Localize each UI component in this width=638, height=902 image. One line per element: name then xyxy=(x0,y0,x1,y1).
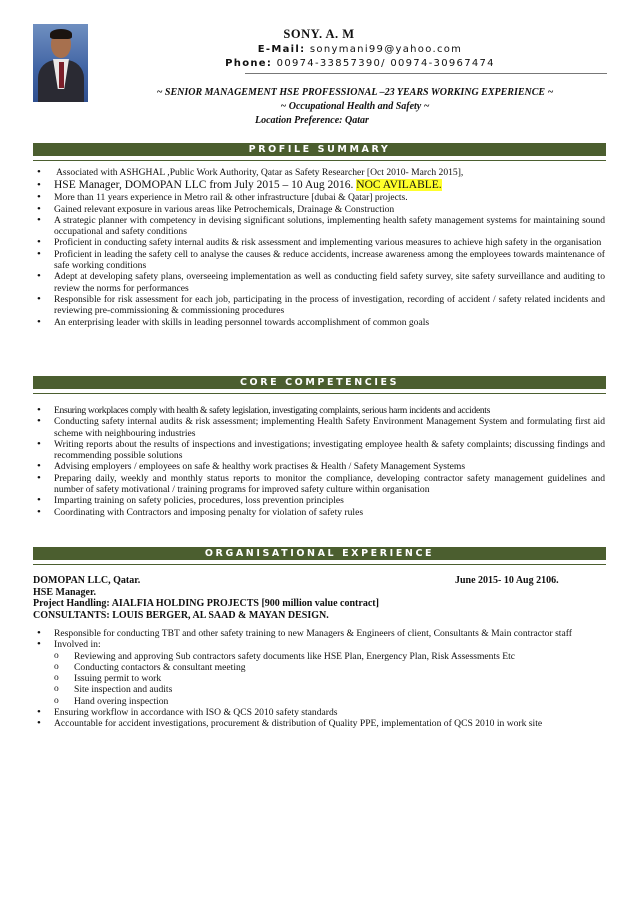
email-line xyxy=(0,44,638,55)
experience-header xyxy=(33,575,606,622)
list-item: • An enterprising leader with skills in leading personnel towards accomplishment of common goals xyxy=(37,317,605,328)
list-item: • More than 11 years experience in Metro rail & other infrastructure [dubai & Qatar] projects. xyxy=(37,192,605,203)
section-divider xyxy=(33,564,606,565)
project-handling: Project Handling: AIALFIA HOLDING PROJECTS [900 million value contract] xyxy=(33,598,379,610)
list-item: • Conducting safety internal audits & risk assessment; implementing Health Safety Environment Management System and formulating first aid scheme with neighbouring industries xyxy=(37,416,605,439)
sub-list-item: o Issuing permit to work xyxy=(54,673,605,684)
email-label: E-Mail: xyxy=(257,44,306,55)
profile-summary-list xyxy=(37,167,605,328)
list-item: • Imparting training on safety policies, procedures, loss prevention principles xyxy=(37,495,605,506)
sub-list-item: o Reviewing and approving Sub contractors safety documents like HSE Plan, Energency Plan, Risk Assessments Etc xyxy=(54,651,605,662)
list-item: • Ensuring workflow in accordance with ISO & QCS 2010 safety standards xyxy=(37,707,605,718)
core-competencies-list xyxy=(37,405,605,518)
profile-summary-heading: PROFILE SUMMARY xyxy=(33,143,606,156)
tagline-senior: ~ SENIOR MANAGEMENT HSE PROFESSIONAL –23 YEARS WORKING EXPERIENCE ~ xyxy=(156,87,554,98)
consultants: CONSULTANTS: LOUIS BERGER, AL SAAD & MAYAN DESIGN. xyxy=(33,610,329,622)
header-divider xyxy=(245,73,607,74)
list-item: • Proficient in leading the safety cell to analyse the causes & reduce accidents, increase awareness among the employees towards maintenance of safe working conditions xyxy=(37,249,605,272)
list-item: • Adept at developing safety plans, overseeing implementation as well as conducting field safety survey, site safety surveillance and auditing to review the norms for performances xyxy=(37,271,605,294)
email-value[interactable]: sonymani99@yahoo.com xyxy=(309,44,463,55)
list-item: • Associated with ASHGHAL ,Public Work Authority, Qatar as Safety Researcher [Oct 2010- March 2015], xyxy=(37,167,605,178)
list-item: • Ensuring workplaces comply with health & safety legislation, investigating complaints, serious harm incidents and accidents xyxy=(37,405,605,416)
phone-value: 00974-33857390/ 00974-30967474 xyxy=(276,58,495,69)
candidate-name: SONY. A. M xyxy=(283,27,355,41)
list-item: • Accountable for accident investigations, procurement & distribution of Quality PPE, implementation of QCS 2010 in work site xyxy=(37,718,605,729)
sub-list-item: o Hand overing inspection xyxy=(54,696,605,707)
employment-dates: June 2015- 10 Aug 2106. xyxy=(455,575,559,586)
job-title: HSE Manager. xyxy=(33,586,96,598)
involved-sublist xyxy=(54,651,605,707)
list-item: • Coordinating with Contractors and imposing penalty for violation of safety rules xyxy=(37,507,605,518)
phone-label: Phone: xyxy=(225,58,273,69)
phone-line xyxy=(0,58,638,69)
sub-list-item: o Conducting contactors & consultant meeting xyxy=(54,662,605,673)
section-divider xyxy=(33,160,606,161)
list-item: • Involved in: o Reviewing and approving Sub contractors safety documents like HSE Plan, Energency Plan, Risk Assessments Etc o Conducting contactors & consultant meeting o Issuing permit to work o Site inspection and audits o Hand overing inspection xyxy=(37,639,605,707)
list-item: • Proficient in conducting safety internal audits & risk assessment and implementing various measures to achieve high safety in the organisation xyxy=(37,237,605,248)
list-item: • Advising employers / employees on safe & healthy work practises & Health / Safety Management Systems xyxy=(37,461,605,472)
tagline-ohs: ~ Occupational Health and Safety ~ xyxy=(280,101,430,112)
section-divider xyxy=(33,393,606,394)
list-item: • Preparing daily, weekly and monthly status reports to monitor the compliance, developing contractor safety management guidelines and number of safety motivational / training programs for improved safety culture within organisation xyxy=(37,473,605,496)
organisational-experience-heading: ORGANISATIONAL EXPERIENCE xyxy=(33,547,606,560)
list-item: • Responsible for conducting TBT and other safety training to new Managers & Engineers of client, Consultants & Main contractor staff xyxy=(37,628,605,639)
list-item: • HSE Manager, DOMOPAN LLC from July 2015 – 10 Aug 2016. NOC AVILABLE. xyxy=(37,178,605,192)
list-item: • Writing reports about the results of inspections and investigations; investigating employee health & safety complaints; discussing findings and recommending possible solutions xyxy=(37,439,605,462)
list-item: • A strategic planner with competency in devising significant solutions, implementing health safety management systems for maintaining sound occupational and safety conditions xyxy=(37,215,605,238)
company-name: DOMOPAN LLC, Qatar. xyxy=(33,575,141,586)
list-item: • Gained relevant exposure in various areas like Petrochemicals, Drainage & Construction xyxy=(37,204,605,215)
experience-responsibilities xyxy=(37,628,605,730)
sub-list-item: o Site inspection and audits xyxy=(54,684,605,695)
list-item: • Responsible for risk assessment for each job, participating in the process of investigation, recording of accident / safety related incidents and reviewing pre-commissioning & commissioning procedures xyxy=(37,294,605,317)
noc-highlight: NOC AVILABLE. xyxy=(356,179,442,192)
location-preference: Location Preference: Qatar xyxy=(255,115,369,126)
core-competencies-heading: CORE COMPETENCIES xyxy=(33,376,606,389)
